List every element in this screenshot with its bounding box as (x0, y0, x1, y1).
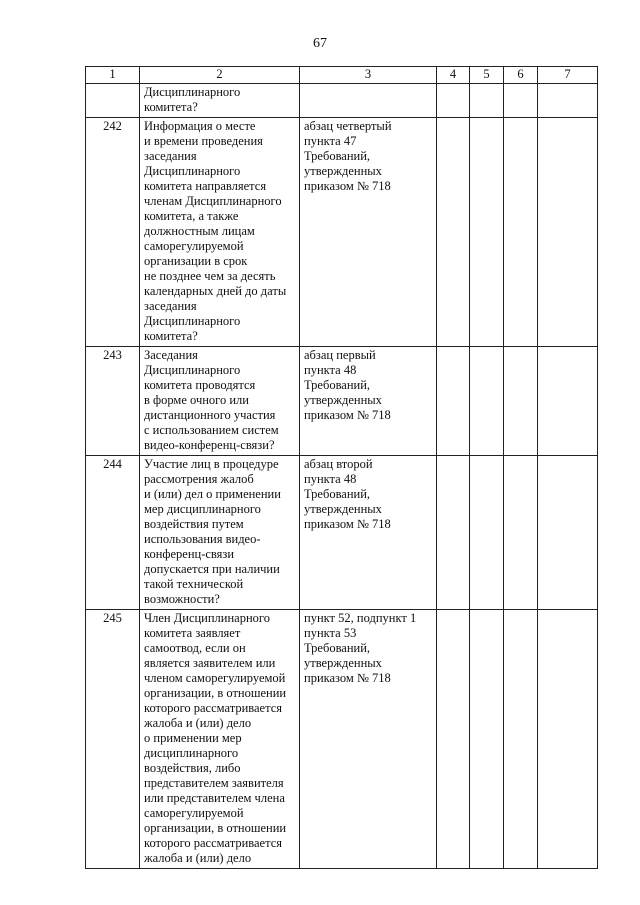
question-text-line: которого рассматривается (144, 836, 283, 850)
question-text-line: воздействия, либо (144, 761, 241, 775)
question-text (140, 347, 300, 456)
header-col-5: 5 (470, 67, 504, 84)
answer-cell-col-5 (470, 84, 504, 118)
question-text-line: комитета заявляет (144, 626, 241, 640)
legal-reference (300, 456, 437, 610)
question-text-line: комитета? (144, 100, 198, 114)
answer-cell-col-6 (504, 84, 538, 118)
legal-reference-line: приказом № 718 (304, 408, 391, 422)
question-text-line: в форме очного или (144, 393, 249, 407)
answer-cell-col-5 (470, 456, 504, 610)
legal-reference-line: абзац четвертый (304, 119, 392, 133)
question-text-line: и (или) дел о применении (144, 487, 281, 501)
table-row (86, 610, 598, 869)
question-text-line: возможности? (144, 592, 220, 606)
question-text (140, 456, 300, 610)
row-number: 243 (86, 347, 140, 456)
question-text-line: организации, в отношении (144, 686, 287, 700)
legal-reference-line: пункта 47 (304, 134, 357, 148)
question-text-line: является заявителем или (144, 656, 276, 670)
question-text-line: заседания (144, 299, 197, 313)
question-text-line: Участие лиц в процедуре (144, 457, 279, 471)
question-text (140, 84, 300, 118)
header-row (86, 67, 598, 84)
legal-reference-line: Требований, (304, 487, 371, 501)
legal-reference-line: утвержденных (304, 164, 382, 178)
question-text-line: конференц-связи (144, 547, 235, 561)
question-text-line: воздействия путем (144, 517, 244, 531)
question-text-line: видео-конференц-связи? (144, 438, 275, 452)
header-col-1: 1 (86, 67, 140, 84)
legal-reference-line: Требований, (304, 641, 371, 655)
question-text-line: комитета? (144, 329, 198, 343)
answer-cell-col-5 (470, 118, 504, 347)
answer-cell-col-7 (538, 456, 598, 610)
legal-reference-line: приказом № 718 (304, 179, 391, 193)
question-text-line: жалоба и (или) дело (144, 716, 252, 730)
answer-cell-col-5 (470, 610, 504, 869)
question-text-line: мер дисциплинарного (144, 502, 261, 516)
table-row (86, 456, 598, 610)
question-text-line: должностным лицам (144, 224, 255, 238)
question-text-line: саморегулируемой (144, 239, 244, 253)
legal-reference-line: пункта 53 (304, 626, 357, 640)
legal-reference-line: утвержденных (304, 502, 382, 516)
answer-cell-col-4 (437, 456, 470, 610)
question-text-line: которого рассматривается (144, 701, 283, 715)
question-text-line: допускается при наличии (144, 562, 280, 576)
answer-cell-col-5 (470, 347, 504, 456)
question-text-line: заседания (144, 149, 197, 163)
question-text-line: организации в срок (144, 254, 248, 268)
answer-cell-col-6 (504, 456, 538, 610)
legal-reference (300, 118, 437, 347)
question-text-line: рассмотрения жалоб (144, 472, 254, 486)
answer-cell-col-4 (437, 610, 470, 869)
header-col-2: 2 (140, 67, 300, 84)
question-text-line: календарных дней до даты (144, 284, 287, 298)
question-text-line: жалоба и (или) дело (144, 851, 252, 865)
answer-cell-col-6 (504, 347, 538, 456)
question-text-line: комитета проводятся (144, 378, 256, 392)
legal-reference-line: приказом № 718 (304, 671, 391, 685)
checklist-table (85, 66, 598, 869)
answer-cell-col-7 (538, 84, 598, 118)
question-text-line: Дисциплинарного (144, 164, 241, 178)
row-number: 245 (86, 610, 140, 869)
question-text-line: не позднее чем за десять (144, 269, 276, 283)
question-text-line: о применении мер (144, 731, 242, 745)
header-col-6: 6 (504, 67, 538, 84)
question-text-line: Член Дисциплинарного (144, 611, 270, 625)
question-text (140, 118, 300, 347)
legal-reference (300, 84, 437, 118)
row-number (86, 84, 140, 118)
row-number: 242 (86, 118, 140, 347)
question-text-line: саморегулируемой (144, 806, 244, 820)
question-text-line: дисциплинарного (144, 746, 239, 760)
question-text-line: комитета, а также (144, 209, 239, 223)
legal-reference-line: утвержденных (304, 656, 382, 670)
question-text-line: такой технической (144, 577, 244, 591)
table-row (86, 84, 598, 118)
question-text-line: и времени проведения (144, 134, 263, 148)
answer-cell-col-6 (504, 118, 538, 347)
question-text-line: с использованием систем (144, 423, 279, 437)
page-number: 67 (313, 36, 327, 51)
legal-reference-line: утвержденных (304, 393, 382, 407)
question-text-line: членом саморегулируемой (144, 671, 286, 685)
question-text-line: или представителем члена (144, 791, 285, 805)
header-col-4: 4 (437, 67, 470, 84)
question-text-line: Информация о месте (144, 119, 256, 133)
table-row (86, 118, 598, 347)
answer-cell-col-7 (538, 610, 598, 869)
legal-reference-line: приказом № 718 (304, 517, 391, 531)
question-text-line: Дисциплинарного (144, 314, 241, 328)
question-text-line: комитета направляется (144, 179, 267, 193)
legal-reference-line: пункта 48 (304, 472, 357, 486)
answer-cell-col-4 (437, 118, 470, 347)
legal-reference-line: Требований, (304, 378, 371, 392)
answer-cell-col-6 (504, 610, 538, 869)
legal-reference-line: Требований, (304, 149, 371, 163)
header-col-3: 3 (300, 67, 437, 84)
question-text-line: Дисциплинарного (144, 363, 241, 377)
question-text-line: организации, в отношении (144, 821, 287, 835)
question-text-line: Заседания (144, 348, 198, 362)
row-number: 244 (86, 456, 140, 610)
header-col-7: 7 (538, 67, 598, 84)
question-text-line: дистанционного участия (144, 408, 276, 422)
question-text (140, 610, 300, 869)
answer-cell-col-7 (538, 347, 598, 456)
legal-reference-line: пункт 52, подпункт 1 (304, 611, 417, 625)
question-text-line: представителем заявителя (144, 776, 284, 790)
legal-reference (300, 610, 437, 869)
table-row (86, 347, 598, 456)
question-text-line: самоотвод, если он (144, 641, 246, 655)
answer-cell-col-4 (437, 347, 470, 456)
legal-reference-line: абзац первый (304, 348, 376, 362)
question-text-line: использования видео- (144, 532, 261, 546)
answer-cell-col-7 (538, 118, 598, 347)
question-text-line: Дисциплинарного (144, 85, 241, 99)
question-text-line: членам Дисциплинарного (144, 194, 282, 208)
legal-reference (300, 347, 437, 456)
legal-reference-line: пункта 48 (304, 363, 357, 377)
legal-reference-line: абзац второй (304, 457, 373, 471)
answer-cell-col-4 (437, 84, 470, 118)
